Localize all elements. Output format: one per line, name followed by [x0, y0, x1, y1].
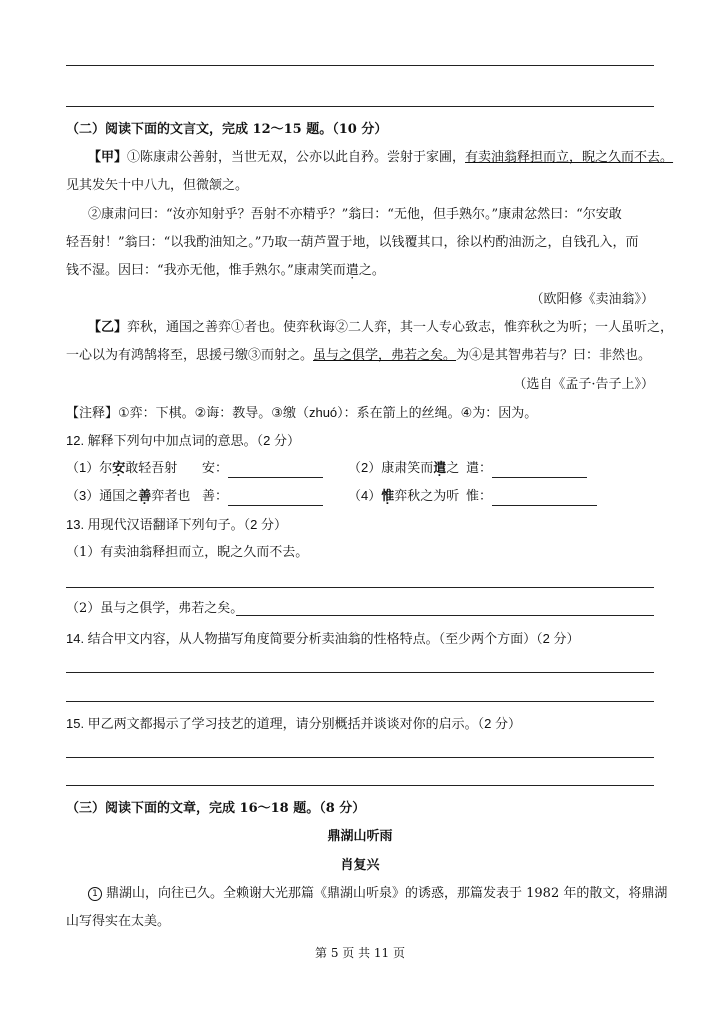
dotted-word: 惟: [381, 488, 395, 503]
item-text: （2）康肃笑而: [348, 460, 434, 475]
q13-sentence-2: （2）虽与之俱学，弗若之矣。: [66, 601, 244, 616]
underlined-sentence: 虽与之俱学，弗若之矣。: [313, 348, 457, 363]
question-15-stem: 15. 甲乙两文都揭示了学习技艺的道理，请分别概括并谈谈对你的启示。（2 分）: [66, 716, 522, 731]
annotation-note: 【注释】①弈：下棋。②诲：教导。③缴（zhuó）：系在箭上的丝绳。④为：因为。: [66, 405, 538, 420]
article-text: 鼎湖山，向往已久。全赖谢大光那篇《鼎湖山听泉》的诱惑，那篇发表于 1982 年的散文，将鼎湖: [106, 886, 668, 901]
answer-line[interactable]: [66, 672, 654, 673]
q12-answer-1: [202, 458, 323, 478]
answer-blank[interactable]: [228, 463, 323, 478]
item-text: （4）: [348, 488, 382, 503]
dotted-word: 遣: [433, 460, 447, 475]
answer-blank[interactable]: [492, 491, 597, 506]
passage-tag-jia: 【甲】: [88, 150, 128, 165]
question-12-stem: 12. 解释下列句中加点词的意思。（2 分）: [66, 433, 301, 448]
passage-jia-line: [66, 261, 385, 281]
answer-line[interactable]: [236, 615, 654, 616]
passage-jia-line: ②康肃问曰：“汝亦知射乎？吾射不亦精乎？”翁曰：“无他，但手熟尔。”康肃忿然曰：“尔安敢: [88, 207, 622, 222]
answer-line: [66, 65, 654, 66]
answer-line[interactable]: [66, 785, 654, 786]
item-text: 敢轻吾射: [125, 460, 178, 475]
passage-text: 弈秋，通国之善弈①者也。使弈秋诲②二人弈，其一人专心致志，惟弈秋之为听；一人虽听之，: [127, 320, 674, 335]
source-citation: （欧阳修《卖油翁》）: [530, 292, 654, 307]
q12-answer-3: [202, 486, 323, 506]
q12-item-4: [348, 486, 459, 506]
section-header: （二）阅读下面的文言文，完成 12～15 题。（10 分）: [66, 122, 388, 137]
item-text: （3）通国之: [66, 488, 139, 503]
answer-label: 惟：: [466, 488, 493, 503]
passage-yi-line: [88, 318, 673, 338]
q12-item-2: [348, 458, 459, 478]
answer-label: 遣：: [466, 460, 493, 475]
q12-answer-2: [466, 458, 587, 478]
answer-line[interactable]: [66, 757, 654, 758]
passage-tag-yi: 【乙】: [88, 320, 128, 335]
q12-item-1: [66, 458, 177, 478]
passage-jia-line: [88, 148, 673, 168]
answer-label: 安：: [202, 460, 229, 475]
item-text: 弈秋之为听: [394, 488, 460, 503]
answer-line: [66, 106, 654, 107]
question-14-stem: 14. 结合甲文内容，从人物描写角度简要分析卖油翁的性格特点。（至少两个方面）（2 分）: [66, 631, 580, 646]
source-citation: （选自《孟子·告子上》）: [513, 377, 654, 392]
passage-text: 一心以为有鸿鹄将至，思援弓缴③而射之。: [66, 348, 314, 363]
article-paragraph-line: 山写得实在太美。: [66, 914, 171, 929]
article-paragraph-line: [88, 884, 667, 904]
passage-text: ①陈康肃公善射，当世无双，公亦以此自矜。尝射于家圃，: [127, 150, 466, 165]
answer-blank[interactable]: [228, 491, 323, 506]
item-text: 弈者也: [151, 488, 191, 503]
passage-jia-line: 见其发矢十中八九，但微颔之。: [66, 178, 249, 193]
passage-jia-line: 轻吾射！”翁曰：“以我酌油知之。”乃取一葫芦置于地，以钱覆其口，徐以杓酌油沥之，自钱孔入，而: [66, 235, 639, 250]
dotted-word: 安: [112, 460, 126, 475]
passage-yi-line: [66, 346, 651, 366]
item-text: （1）尔: [66, 460, 113, 475]
article-title: 鼎湖山听雨: [327, 829, 393, 844]
section-header: （三）阅读下面的文章，完成 16～18 题。（8 分）: [66, 801, 366, 816]
q12-item-3: [66, 486, 190, 506]
paragraph-number: 1: [88, 887, 102, 901]
article-author: 肖复兴: [340, 858, 380, 873]
passage-text: 为④是其智弗若与？曰：非然也。: [456, 348, 652, 363]
page-footer: 第 5 页 共 11 页: [315, 946, 405, 960]
q13-sentence-1: （1）有卖油翁释担而立，睨之久而不去。: [66, 545, 309, 560]
passage-text: 钱不湿。因曰：“我亦无他，惟手熟尔。”康肃笑而: [66, 263, 346, 278]
dotted-word: 遣: [345, 263, 359, 278]
underlined-sentence: 有卖油翁释担而立，睨之久而不去。: [465, 150, 674, 165]
passage-text: 之。: [358, 263, 385, 278]
dotted-word: 善: [138, 488, 152, 503]
answer-blank[interactable]: [492, 463, 587, 478]
answer-line[interactable]: [66, 701, 654, 702]
answer-label: 善：: [202, 488, 229, 503]
answer-line[interactable]: [66, 587, 654, 588]
question-13-stem: 13. 用现代汉语翻译下列句子。（2 分）: [66, 517, 288, 532]
item-text: 之: [446, 460, 460, 475]
q12-answer-4: [466, 486, 597, 506]
